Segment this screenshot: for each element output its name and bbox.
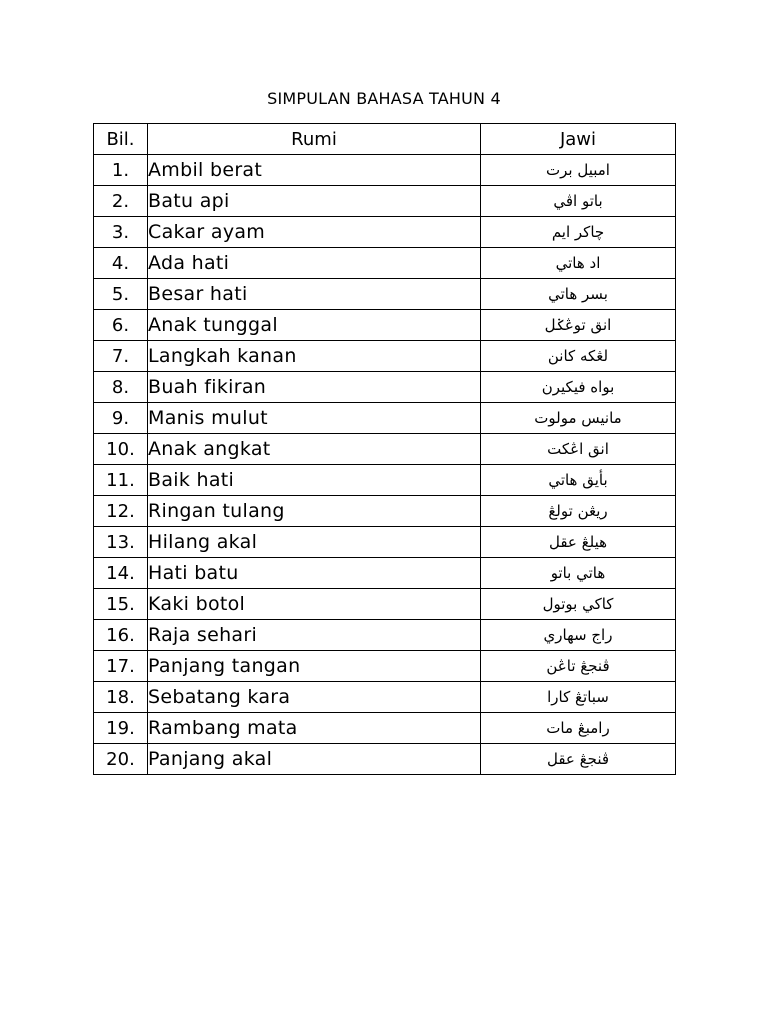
column-header-bil: Bil. (94, 124, 148, 155)
table-row (94, 558, 676, 589)
table-row (94, 403, 676, 434)
cell-jawi: ريڠن تولڠ (481, 496, 676, 527)
cell-jawi: ڤنجڠ عقل (481, 744, 676, 775)
table-row (94, 465, 676, 496)
cell-jawi: ڤنجڠ تاڠن (481, 651, 676, 682)
cell-rumi: Langkah kanan (148, 341, 481, 372)
cell-jawi: باتو اڤي (481, 186, 676, 217)
cell-bil: 2. (94, 186, 148, 217)
cell-bil: 3. (94, 217, 148, 248)
cell-rumi: Hati batu (148, 558, 481, 589)
cell-jawi: انق توڠݢل (481, 310, 676, 341)
cell-bil: 20. (94, 744, 148, 775)
cell-jawi: هيلڠ عقل (481, 527, 676, 558)
cell-bil: 15. (94, 589, 148, 620)
table-header-row (94, 124, 676, 155)
cell-bil: 14. (94, 558, 148, 589)
cell-jawi: لڠکه کانن (481, 341, 676, 372)
cell-bil: 5. (94, 279, 148, 310)
cell-jawi: بواه فيکيرن (481, 372, 676, 403)
cell-jawi: امبيل برت (481, 155, 676, 186)
cell-bil: 7. (94, 341, 148, 372)
cell-rumi: Anak angkat (148, 434, 481, 465)
table-row (94, 496, 676, 527)
cell-rumi: Raja sehari (148, 620, 481, 651)
cell-jawi: بأيق هاتي (481, 465, 676, 496)
table-row (94, 341, 676, 372)
cell-rumi: Hilang akal (148, 527, 481, 558)
cell-rumi: Kaki botol (148, 589, 481, 620)
cell-bil: 11. (94, 465, 148, 496)
cell-rumi: Baik hati (148, 465, 481, 496)
cell-bil: 13. (94, 527, 148, 558)
cell-jawi: بسر هاتي (481, 279, 676, 310)
page-title: SIMPULAN BAHASA TAHUN 4 (267, 89, 501, 108)
column-header-rumi: Rumi (148, 124, 481, 155)
table-row (94, 217, 676, 248)
table-row (94, 279, 676, 310)
cell-bil: 12. (94, 496, 148, 527)
cell-rumi: Batu api (148, 186, 481, 217)
cell-rumi: Rambang mata (148, 713, 481, 744)
table-row (94, 186, 676, 217)
cell-jawi: مانيس مولوت (481, 403, 676, 434)
table-row (94, 589, 676, 620)
cell-bil: 18. (94, 682, 148, 713)
cell-rumi: Panjang tangan (148, 651, 481, 682)
cell-rumi: Buah fikiran (148, 372, 481, 403)
cell-bil: 16. (94, 620, 148, 651)
cell-bil: 10. (94, 434, 148, 465)
cell-bil: 8. (94, 372, 148, 403)
cell-jawi: هاتي باتو (481, 558, 676, 589)
table-row (94, 527, 676, 558)
cell-rumi: Sebatang kara (148, 682, 481, 713)
table-row (94, 620, 676, 651)
cell-bil: 6. (94, 310, 148, 341)
column-header-jawi: Jawi (481, 124, 676, 155)
cell-bil: 1. (94, 155, 148, 186)
cell-jawi: چاکر ايم (481, 217, 676, 248)
cell-bil: 4. (94, 248, 148, 279)
table-row (94, 434, 676, 465)
cell-bil: 17. (94, 651, 148, 682)
cell-jawi: راج سهاري (481, 620, 676, 651)
cell-rumi: Ambil berat (148, 155, 481, 186)
table-row (94, 682, 676, 713)
table-row (94, 248, 676, 279)
cell-jawi: اد هاتي (481, 248, 676, 279)
cell-rumi: Panjang akal (148, 744, 481, 775)
cell-rumi: Ada hati (148, 248, 481, 279)
cell-bil: 19. (94, 713, 148, 744)
cell-jawi: سباتڠ کارا (481, 682, 676, 713)
cell-rumi: Cakar ayam (148, 217, 481, 248)
cell-rumi: Manis mulut (148, 403, 481, 434)
cell-rumi: Besar hati (148, 279, 481, 310)
table-row (94, 372, 676, 403)
cell-jawi: انق اڠکت (481, 434, 676, 465)
cell-bil: 9. (94, 403, 148, 434)
table-row (94, 744, 676, 775)
table-row (94, 713, 676, 744)
simpulan-bahasa-table (93, 123, 676, 775)
cell-jawi: رامبڠ مات (481, 713, 676, 744)
cell-jawi: کاکي بوتول (481, 589, 676, 620)
table-row (94, 651, 676, 682)
cell-rumi: Anak tunggal (148, 310, 481, 341)
table-row (94, 155, 676, 186)
table-row (94, 310, 676, 341)
cell-rumi: Ringan tulang (148, 496, 481, 527)
